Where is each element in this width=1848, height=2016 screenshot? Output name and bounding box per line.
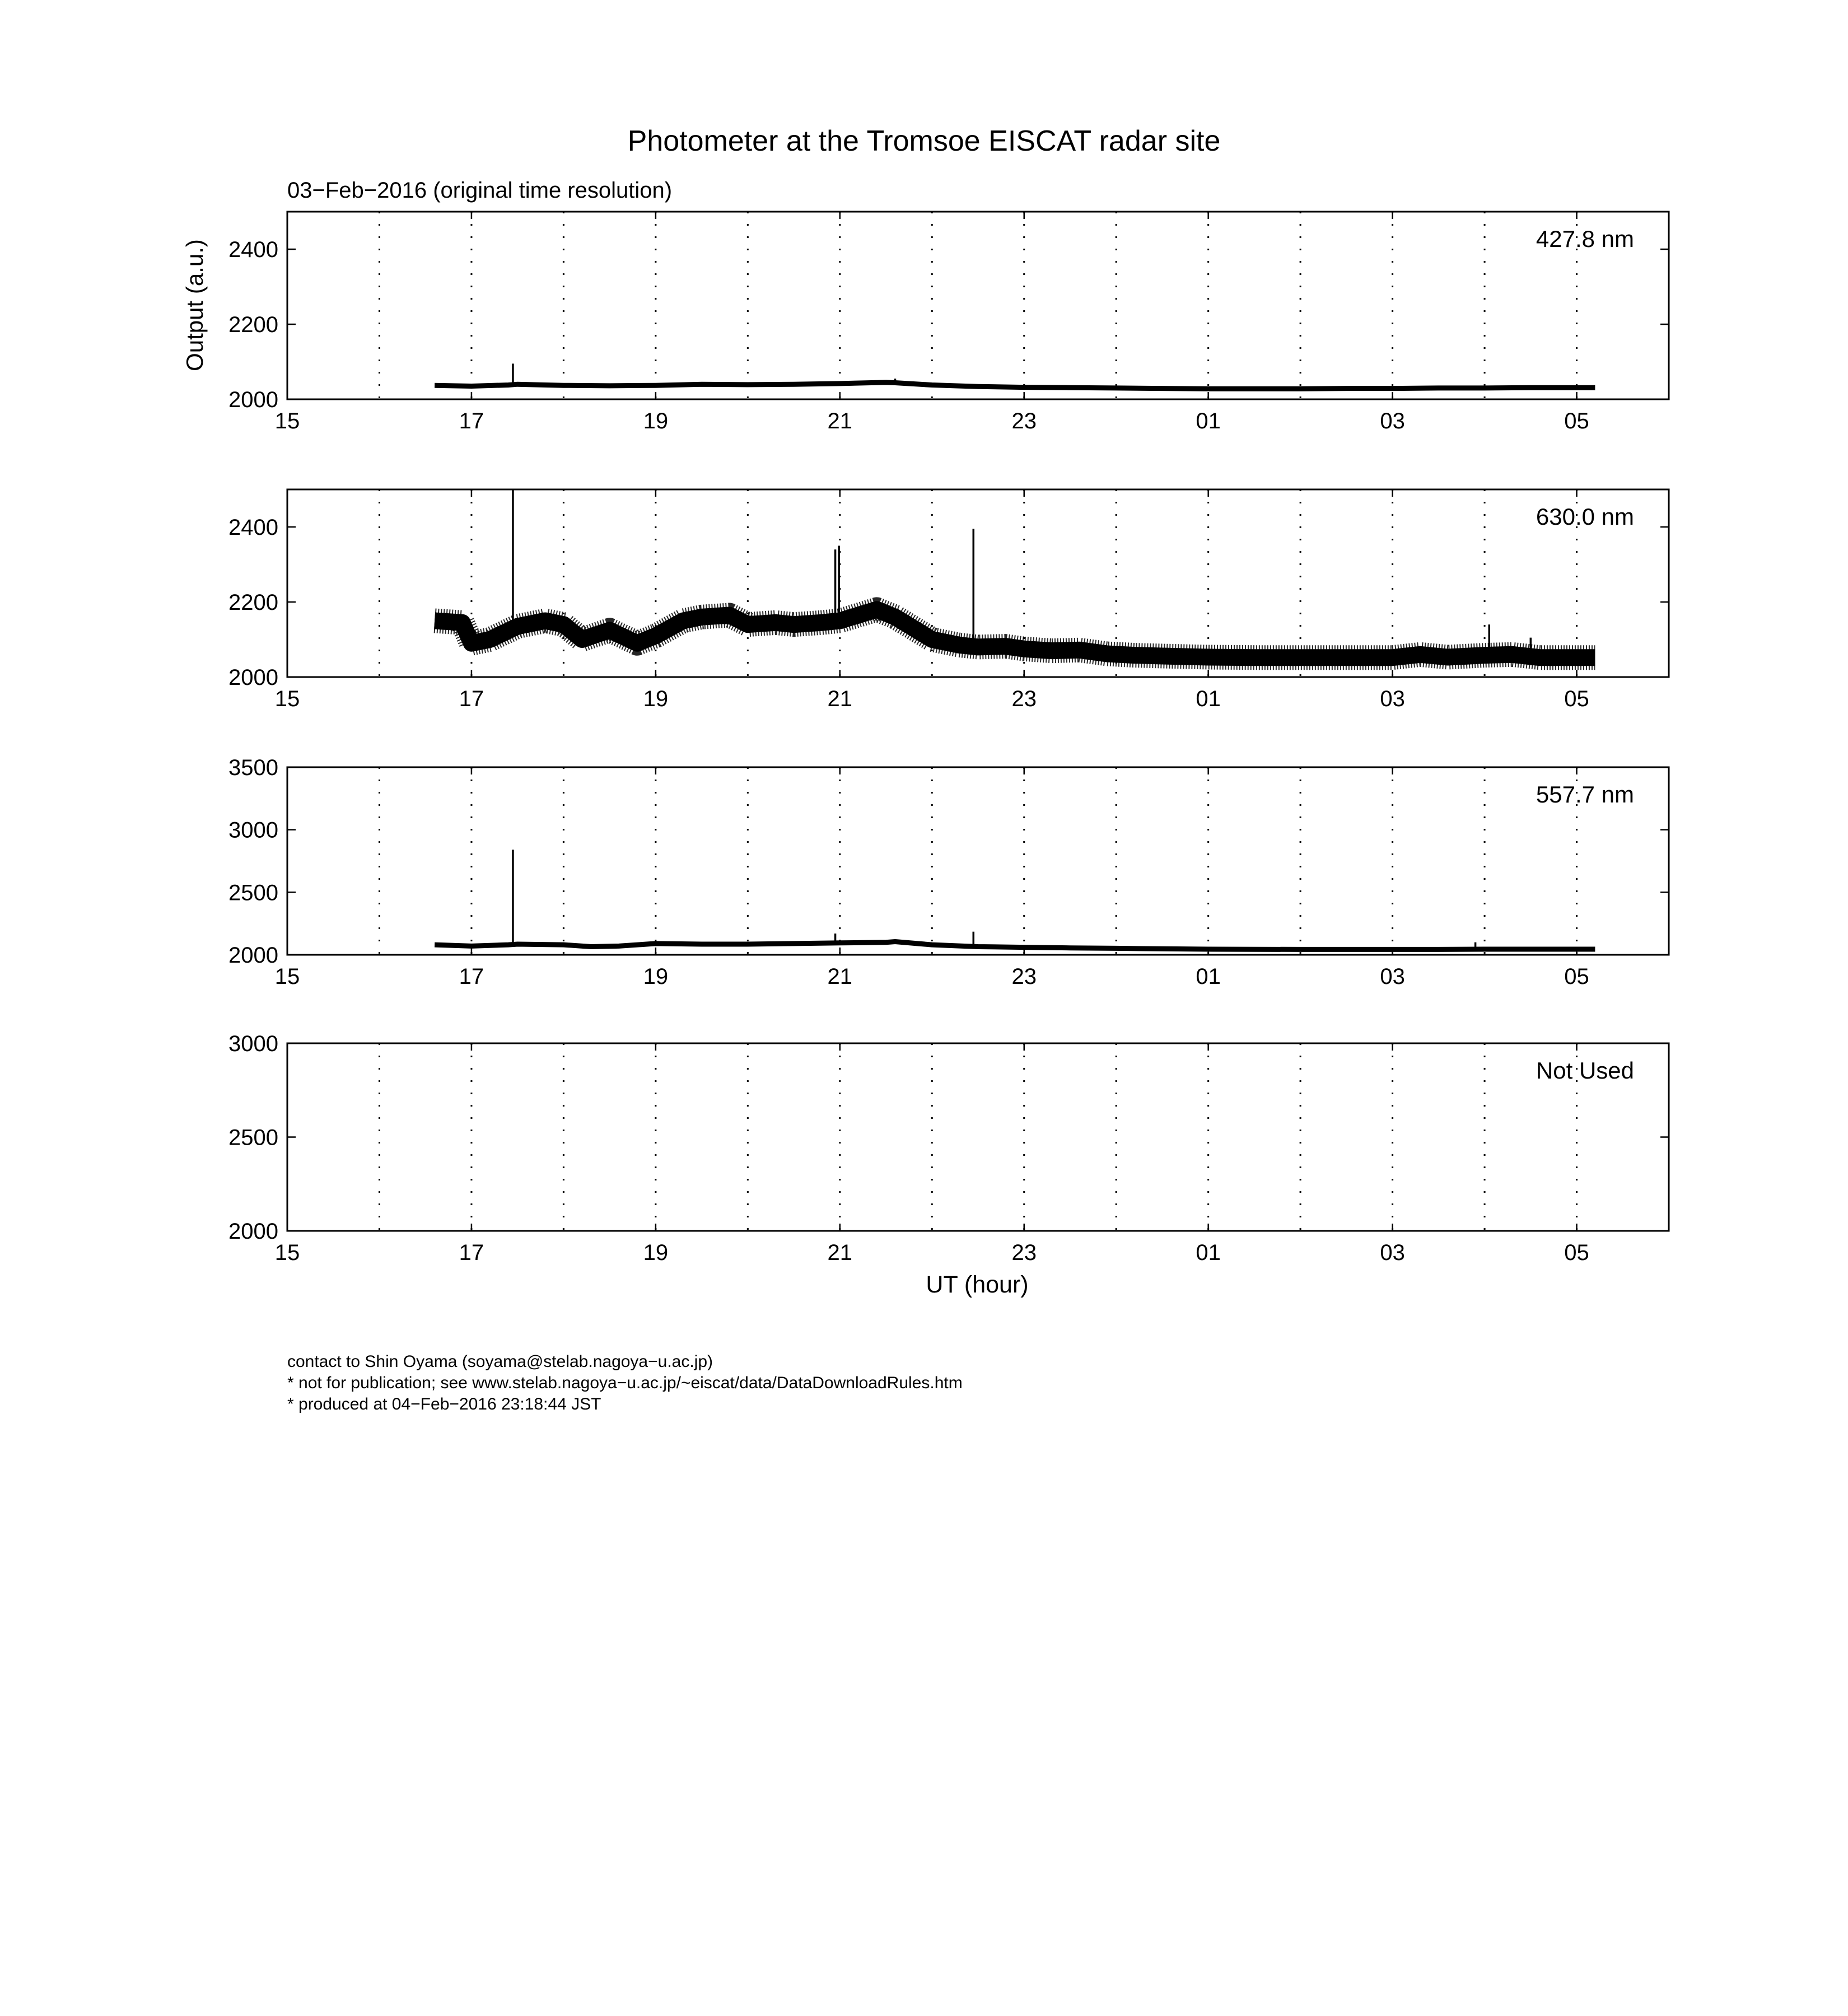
x-tick-label: 21 [827, 964, 853, 989]
x-tick-label: 17 [459, 409, 484, 433]
x-tick-label: 23 [1011, 687, 1037, 711]
x-tick-label: 21 [827, 687, 853, 711]
y-tick-label: 2500 [228, 880, 278, 906]
y-tick-label: 3000 [228, 1032, 278, 1056]
x-tick-label: 21 [827, 1240, 853, 1265]
x-tick-label: 15 [274, 687, 300, 711]
x-tick-label: 19 [643, 1240, 669, 1265]
y-tick-label: 2500 [228, 1125, 278, 1150]
panel-label: 427.8 nm [1536, 226, 1634, 252]
y-tick-label: 2000 [228, 665, 278, 690]
x-tick-label: 19 [643, 964, 669, 989]
x-tick-label: 17 [459, 964, 484, 989]
y-tick-label: 2000 [228, 943, 278, 968]
x-tick-label: 03 [1380, 964, 1405, 989]
x-tick-label: 17 [459, 1240, 484, 1265]
chart-subtitle: 03−Feb−2016 (original time resolution) [287, 178, 673, 203]
x-tick-label: 19 [643, 409, 669, 433]
x-tick-label: 05 [1564, 964, 1589, 989]
x-tick-label: 05 [1564, 1240, 1589, 1265]
x-tick-label: 15 [274, 964, 300, 989]
x-tick-label: 01 [1196, 964, 1221, 989]
series-line [435, 609, 1595, 657]
y-tick-label: 2400 [228, 237, 278, 262]
plot-frame [287, 212, 1669, 399]
footer-notes [287, 1351, 963, 1415]
panel-label: 630.0 nm [1536, 503, 1634, 530]
x-tick-label: 23 [1011, 409, 1037, 433]
panels-group [181, 212, 1669, 1265]
x-tick-label: 01 [1196, 409, 1221, 433]
y-tick-label: 2000 [228, 388, 278, 412]
x-tick-label: 23 [1011, 1240, 1037, 1265]
panel-3 [228, 755, 1669, 989]
panel-label: 557.7 nm [1536, 781, 1634, 808]
footer-publication-note: * not for publication; see www.stelab.nagoya−u.ac.jp/~eiscat/data/DataDownloadRules.htm [287, 1374, 963, 1392]
x-tick-label: 01 [1196, 1240, 1221, 1265]
x-tick-label: 23 [1011, 964, 1037, 989]
y-tick-label: 2200 [228, 312, 278, 337]
y-tick-label: 3000 [228, 818, 278, 843]
panel-4 [228, 1032, 1669, 1265]
panel-1 [228, 212, 1669, 433]
y-tick-label: 3500 [228, 755, 278, 780]
x-axis-label: UT (hour) [926, 1271, 1029, 1298]
y-axis-label: Output (a.u.) [181, 239, 208, 371]
y-tick-label: 2000 [228, 1219, 278, 1244]
panel-2 [228, 489, 1669, 711]
chart-title: Photometer at the Tromsoe EISCAT radar site [627, 125, 1221, 157]
y-tick-label: 2200 [228, 590, 278, 615]
footer-produced-note: * produced at 04−Feb−2016 23:18:44 JST [287, 1395, 601, 1413]
plot-frame [287, 767, 1669, 955]
series-line [435, 942, 1595, 950]
x-tick-label: 05 [1564, 687, 1589, 711]
series-line [435, 382, 1595, 389]
plot-frame [287, 1043, 1669, 1231]
x-tick-label: 01 [1196, 687, 1221, 711]
x-tick-label: 05 [1564, 409, 1589, 433]
y-tick-label: 2400 [228, 515, 278, 540]
panel-label: Not Used [1536, 1057, 1634, 1084]
x-tick-label: 19 [643, 687, 669, 711]
x-tick-label: 03 [1380, 687, 1405, 711]
x-tick-label: 03 [1380, 409, 1405, 433]
footer-contact: contact to Shin Oyama (soyama@stelab.nagoya−u.ac.jp) [287, 1352, 713, 1371]
x-tick-label: 21 [827, 409, 853, 433]
x-tick-label: 15 [274, 1240, 300, 1265]
x-tick-label: 17 [459, 687, 484, 711]
x-tick-label: 15 [274, 409, 300, 433]
x-tick-label: 03 [1380, 1240, 1405, 1265]
